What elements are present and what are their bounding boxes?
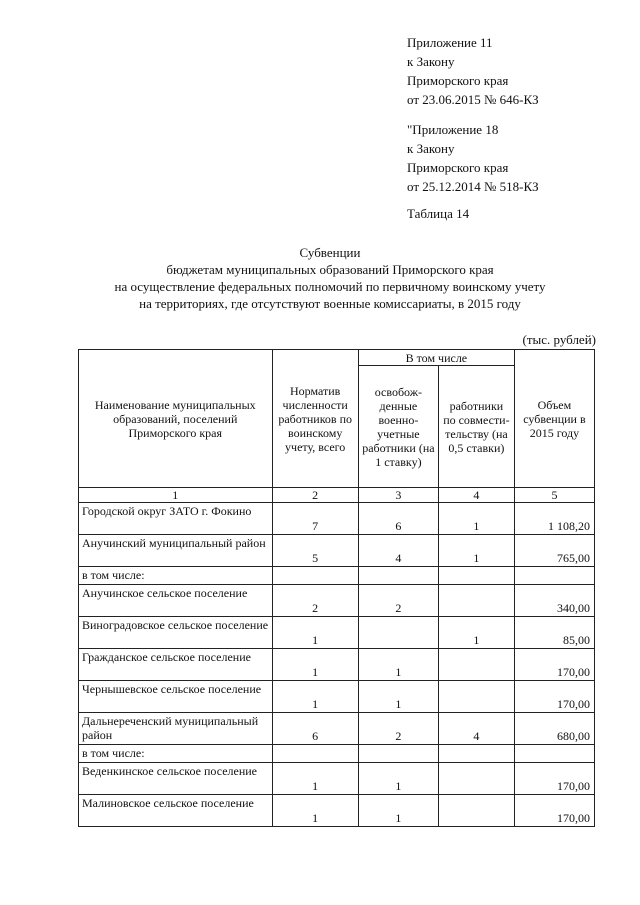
column-index: 1 [79, 488, 273, 503]
subsidy-table [78, 349, 595, 827]
table-row [79, 585, 595, 617]
row-part-time-cell [438, 649, 514, 681]
row-released-cell [358, 567, 438, 585]
row-name-cell: Городской округ ЗАТО г. Фокино [79, 503, 273, 535]
row-amount-cell: 170,00 [514, 649, 594, 681]
table-row [79, 713, 595, 745]
row-norm-cell: 1 [272, 795, 358, 827]
row-norm-cell: 1 [272, 649, 358, 681]
title-line: на осуществление федеральных полномочий по первичному воинскому учету [114, 279, 546, 294]
row-norm-cell [272, 745, 358, 763]
appendix-line: от 23.06.2015 № 646-КЗ [407, 92, 539, 107]
appendix-header-current [407, 33, 539, 109]
row-norm-cell: 1 [272, 763, 358, 795]
table-row [79, 503, 595, 535]
row-amount-cell: 170,00 [514, 763, 594, 795]
row-part-time-cell: 1 [438, 617, 514, 649]
appendix-line: "Приложение 18 [407, 122, 499, 137]
row-name-cell: Малиновское сельское поселение [79, 795, 273, 827]
row-name-cell: Анучинское сельское поселение [79, 585, 273, 617]
row-released-cell: 1 [358, 649, 438, 681]
document-title [40, 244, 620, 312]
appendix-header-amended [407, 120, 539, 196]
row-norm-cell: 5 [272, 535, 358, 567]
row-part-time-cell [438, 763, 514, 795]
row-name-cell: Веденкинское сельское поселение [79, 763, 273, 795]
appendix-line: Приложение 11 [407, 35, 493, 50]
title-line: Субвенции [299, 245, 361, 260]
header-amount: Объем субвенции в 2015 году [514, 350, 594, 488]
row-released-cell: 6 [358, 503, 438, 535]
appendix-line: к Закону [407, 141, 455, 156]
row-released-cell [358, 617, 438, 649]
table-row [79, 649, 595, 681]
column-index: 4 [438, 488, 514, 503]
row-name-cell: Виноградовское сельское поселение [79, 617, 273, 649]
table-number: Таблица 14 [407, 206, 470, 221]
row-released-cell: 2 [358, 713, 438, 745]
row-released-cell: 2 [358, 585, 438, 617]
row-amount-cell [514, 745, 594, 763]
row-amount-cell [514, 567, 594, 585]
header-released: освобож-денные военно-учетные работники (на 1 ставку) [358, 366, 438, 488]
table-row [79, 617, 595, 649]
row-name-cell: в том числе: [79, 745, 273, 763]
row-released-cell: 1 [358, 795, 438, 827]
appendix-line: к Закону [407, 54, 455, 69]
row-norm-cell: 2 [272, 585, 358, 617]
row-released-cell [358, 745, 438, 763]
row-name-cell: Дальнереченский муниципальный район [79, 713, 273, 745]
table-row [79, 567, 595, 585]
row-released-cell: 1 [358, 681, 438, 713]
row-amount-cell: 170,00 [514, 681, 594, 713]
row-amount-cell: 340,00 [514, 585, 594, 617]
row-norm-cell: 7 [272, 503, 358, 535]
row-part-time-cell: 1 [438, 503, 514, 535]
table-row [79, 763, 595, 795]
row-norm-cell: 6 [272, 713, 358, 745]
row-norm-cell: 1 [272, 617, 358, 649]
header-including: В том числе [358, 350, 514, 366]
column-index: 2 [272, 488, 358, 503]
row-norm-cell: 1 [272, 681, 358, 713]
row-amount-cell: 680,00 [514, 713, 594, 745]
appendix-line: Приморского края [407, 160, 509, 175]
row-norm-cell [272, 567, 358, 585]
table-row [79, 745, 595, 763]
title-line: на территориях, где отсутствуют военные комиссариаты, в 2015 году [139, 296, 521, 311]
row-amount-cell: 1 108,20 [514, 503, 594, 535]
header-name: Наименование муниципальных образований, поселений Приморского края [79, 350, 273, 488]
row-name-cell: в том числе: [79, 567, 273, 585]
table-row [79, 681, 595, 713]
appendix-line: Приморского края [407, 73, 509, 88]
appendix-line: от 25.12.2014 № 518-КЗ [407, 179, 539, 194]
row-part-time-cell [438, 585, 514, 617]
header-norm: Норматив численности работников по воинскому учету, всего [272, 350, 358, 488]
row-amount-cell: 765,00 [514, 535, 594, 567]
row-part-time-cell [438, 681, 514, 713]
column-index: 3 [358, 488, 438, 503]
row-name-cell: Гражданское сельское поселение [79, 649, 273, 681]
row-amount-cell: 170,00 [514, 795, 594, 827]
row-part-time-cell: 1 [438, 535, 514, 567]
header-part-time: работники по совмести-тельству (на 0,5 ставки) [438, 366, 514, 488]
row-name-cell: Чернышевское сельское поселение [79, 681, 273, 713]
table-row [79, 795, 595, 827]
row-part-time-cell [438, 745, 514, 763]
title-line: бюджетам муниципальных образований Приморского края [166, 262, 494, 277]
row-released-cell: 4 [358, 535, 438, 567]
row-amount-cell: 85,00 [514, 617, 594, 649]
row-part-time-cell [438, 795, 514, 827]
row-part-time-cell [438, 567, 514, 585]
column-index-row [79, 488, 595, 503]
row-released-cell: 1 [358, 763, 438, 795]
column-index: 5 [514, 488, 594, 503]
table-row [79, 535, 595, 567]
row-name-cell: Анучинский муниципальный район [79, 535, 273, 567]
row-part-time-cell: 4 [438, 713, 514, 745]
units-label: (тыс. рублей) [522, 332, 596, 347]
